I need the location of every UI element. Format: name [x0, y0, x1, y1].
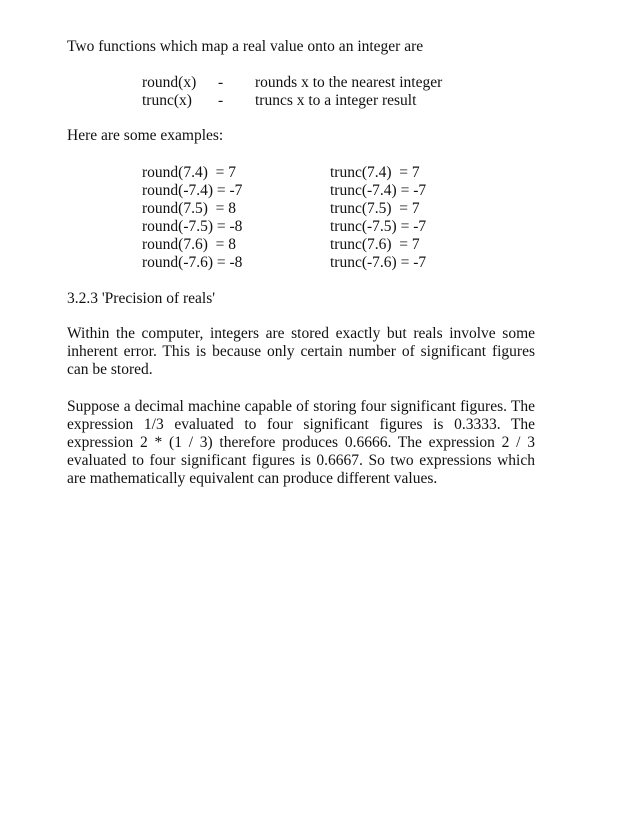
trunc-example: trunc(7.4) = 7	[330, 164, 420, 181]
examples-heading: Here are some examples:	[67, 127, 224, 144]
paragraph-decimal-machine: Suppose a decimal machine capable of storing four significant figures. The expression 1/3 evaluated to four significant figures is 0.3333. The expression 2 * (1 / 3) therefore produces 0.6666. The expression 2 / 3 evaluated to four significant figures is 0.6667. So two expressions which are mathematically equivalent can produce different values.	[67, 398, 535, 487]
function-name-trunc: trunc(x)	[142, 92, 192, 109]
round-example: round(7.6) = 8	[142, 236, 236, 253]
trunc-example: trunc(-7.4) = -7	[330, 182, 427, 199]
function-description-trunc: truncs x to a integer result	[255, 92, 417, 109]
round-example: round(7.5) = 8	[142, 200, 236, 217]
section-heading: 3.2.3 'Precision of reals'	[67, 290, 216, 307]
intro-text: Two functions which map a real value onto an integer are	[67, 38, 424, 55]
function-name-round: round(x)	[142, 74, 197, 91]
function-description-round: rounds x to the nearest integer	[255, 74, 443, 91]
round-example: round(7.4) = 7	[142, 164, 236, 181]
round-example: round(-7.6) = -8	[142, 254, 243, 271]
paragraph-precision-intro: Within the computer, integers are stored exactly but reals involve some inherent error. This is because only certain number of significant figures can be stored.	[67, 325, 535, 378]
round-example: round(-7.5) = -8	[142, 218, 243, 235]
function-dash-trunc: -	[218, 92, 224, 109]
round-example: round(-7.4) = -7	[142, 182, 243, 199]
trunc-example: trunc(-7.5) = -7	[330, 218, 427, 235]
function-dash-round: -	[218, 74, 224, 91]
trunc-example: trunc(7.5) = 7	[330, 200, 420, 217]
trunc-example: trunc(-7.6) = -7	[330, 254, 427, 271]
trunc-example: trunc(7.6) = 7	[330, 236, 420, 253]
